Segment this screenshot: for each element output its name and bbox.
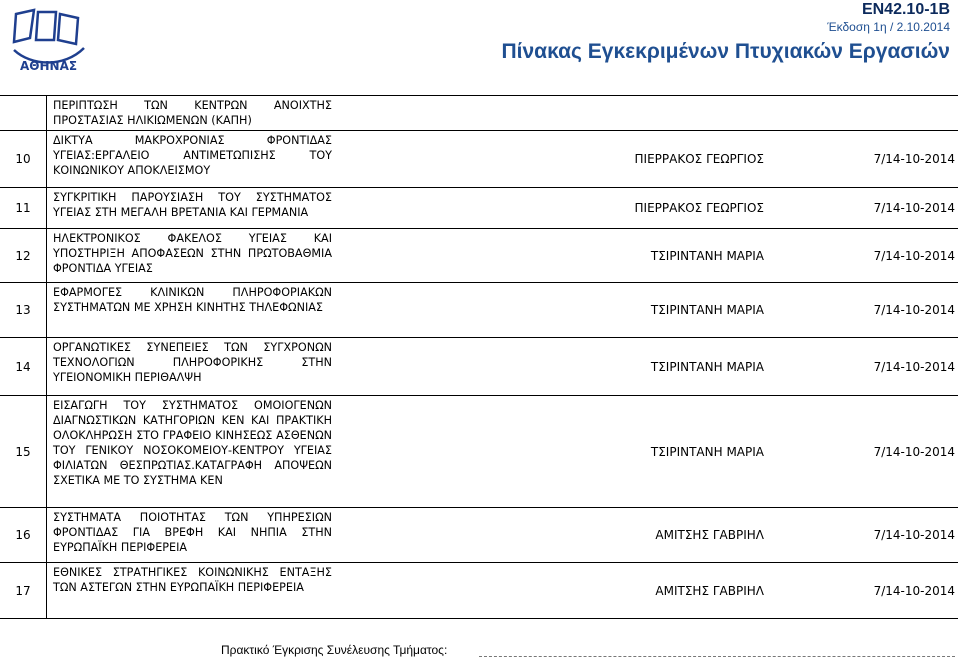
- row-number: 11: [0, 188, 47, 228]
- thesis-title: ΟΡΓΑΝΩΤΙΚΕΣ ΣΥΝΕΠΕΙΕΣ ΤΩΝ ΣΥΓΧΡΟΝΩΝ ΤΕΧΝΟΛΟΓΙΩΝ ΠΛΗΡΟΦΟΡΙΚΗΣ ΣΤΗΝ ΥΓΕΙΟΝΟΜΙΚΗ ΠΕΡΙΘΑΛΨΗ: [53, 341, 332, 384]
- row-number: 12: [0, 229, 47, 282]
- table-row: [0, 131, 958, 188]
- thesis-title: ΣΥΓΚΡΙΤΙΚΗ ΠΑΡΟΥΣΙΑΣΗ ΤΟΥ ΣΥΣΤΗΜΑΤΟΣ ΥΓΕΙΑΣ ΣΤΗ ΜΕΓΑΛΗ ΒΡΕΤΑΝΙΑ ΚΑΙ ΓΕΡΜΑΝΙΑ: [53, 191, 332, 219]
- approval-date: 7/14-10-2014: [873, 248, 955, 263]
- row-number: 13: [0, 283, 47, 337]
- row-number: [0, 96, 47, 130]
- supervisor-name: ΑΜΙΤΣΗΣ ΓΑΒΡΙΗΛ: [655, 583, 764, 598]
- document-edition: Έκδοση 1η / 2.10.2014: [827, 20, 950, 34]
- document-title: Πίνακας Εγκεκριμένων Πτυχιακών Εργασιών: [501, 40, 950, 63]
- approval-date: 7/14-10-2014: [873, 303, 955, 317]
- thesis-title: ΗΛΕΚΤΡΟΝΙΚΟΣ ΦΑΚΕΛΟΣ ΥΓΕΙΑΣ ΚΑΙ ΥΠΟΣΤΗΡΙΞΗ ΑΠΟΦΑΣΕΩΝ ΣΤΗΝ ΠΡΩΤΟΒΑΘΜΙΑ ΦΡΟΝΤΙΔΑ ΥΓΕΙΑΣ: [53, 232, 332, 275]
- supervisor-name: ΤΣΙΡΙΝΤΑΝΗ ΜΑΡΙΑ: [650, 248, 764, 263]
- svg-text:ΑΘΗΝΑΣ: ΑΘΗΝΑΣ: [20, 59, 78, 73]
- thesis-title: ΕΙΣΑΓΩΓΗ ΤΟΥ ΣΥΣΤΗΜΑΤΟΣ ΟΜΟΙΟΓΕΝΩΝ ΔΙΑΓΝΩΣΤΙΚΩΝ ΚΑΤΗΓΟΡΙΩΝ ΚΕΝ ΚΑΙ ΠΡΑΚΤΙΚΗ ΟΛΟΚΛΗΡΩΣΗ ΣΤΟ ΓΡΑΦΕΙΟ ΚΙΝΗΣΕΩΣ ΑΣΘΕΝΩΝ ΤΟΥ ΓΕΝΙΚΟΥ ΝΟΣΟΚΟΜΕΙΟΥ-ΚΕΝΤΡΟΥ ΥΓΕΙΑΣ ΦΙΛΙΑΤΩΝ ΘΕΣΠΡΩΤΙΑΣ.ΚΑΤΑΓΡΑΦΗ ΑΠΟΨΕΩΝ ΣΧΕΤΙΚΑ ΜΕ ΤΟ ΣΥΣΤΗΜΑ ΚΕΝ: [53, 399, 332, 487]
- table-row: [0, 229, 958, 283]
- table-row: [0, 283, 958, 338]
- supervisor-name: ΤΣΙΡΙΝΤΑΝΗ ΜΑΡΙΑ: [650, 303, 764, 317]
- approval-date: 7/14-10-2014: [873, 359, 955, 374]
- supervisor-name: [336, 96, 784, 130]
- supervisor-name: ΠΙΕΡΡΑΚΟΣ ΓΕΩΡΓΙΟΣ: [634, 201, 764, 215]
- document-code: ΕΝ42.10-1Β: [861, 1, 950, 18]
- approval-minutes-label: Πρακτικό Έγκρισης Συνέλευσης Τμήματος:: [221, 643, 448, 657]
- table-row: [0, 338, 958, 396]
- approval-date: 7/14-10-2014: [873, 201, 955, 215]
- thesis-title: ΕΦΑΡΜΟΓΕΣ ΚΛΙΝΙΚΩΝ ΠΛΗΡΟΦΟΡΙΑΚΩΝ ΣΥΣΤΗΜΑΤΩΝ ΜΕ ΧΡΗΣΗ ΚΙΝΗΤΗΣ ΤΗΛΕΦΩΝΙΑΣ: [53, 286, 332, 314]
- row-number: 10: [0, 131, 47, 187]
- institution-logo: [6, 4, 90, 74]
- row-number: 14: [0, 338, 47, 395]
- thesis-title: ΠΕΡΙΠΤΩΣΗ ΤΩΝ ΚΕΝΤΡΩΝ ΑΝΟΙΧΤΗΣ ΠΡΟΣΤΑΣΙΑΣ ΗΛΙΚΙΩΜΕΝΩΝ (ΚΑΠΗ): [53, 99, 332, 127]
- table-row: [0, 188, 958, 229]
- row-number: 15: [0, 396, 47, 507]
- thesis-title: ΕΘΝΙΚΕΣ ΣΤΡΑΤΗΓΙΚΕΣ ΚΟΙΝΩΝΙΚΗΣ ΕΝΤΑΞΗΣ ΤΩΝ ΑΣΤΕΓΩΝ ΣΤΗΝ ΕΥΡΩΠΑΪΚΗ ΠΕΡΙΦΕΡΕΙΑ: [53, 566, 332, 594]
- approval-date: 7/14-10-2014: [873, 528, 955, 542]
- thesis-title: ΣΥΣΤΗΜΑΤΑ ΠΟΙΟΤΗΤΑΣ ΤΩΝ ΥΠΗΡΕΣΙΩΝ ΦΡΟΝΤΙΔΑΣ ΓΙΑ ΒΡΕΦΗ ΚΑΙ ΝΗΠΙΑ ΣΤΗΝ ΕΥΡΩΠΑΪΚΗ ΠΕΡΙΦΕΡΕΙΑ: [53, 511, 332, 554]
- supervisor-name: ΠΙΕΡΡΑΚΟΣ ΓΕΩΡΓΙΟΣ: [634, 152, 764, 166]
- table-row: [0, 508, 958, 563]
- thesis-title: ΔΙΚΤΥΑ ΜΑΚΡΟΧΡΟΝΙΑΣ ΦΡΟΝΤΙΔΑΣ ΥΓΕΙΑΣ:ΕΡΓΑΛΕΙΟ ΑΝΤΙΜΕΤΩΠΙΣΗΣ ΤΟΥ ΚΟΙΝΩΝΙΚΟΥ ΑΠΟΚΛΕΙΣΜΟΥ: [53, 134, 332, 177]
- supervisor-name: ΤΣΙΡΙΝΤΑΝΗ ΜΑΡΙΑ: [650, 444, 764, 459]
- row-number: 17: [0, 563, 47, 618]
- approval-date: 7/14-10-2014: [873, 583, 955, 598]
- supervisor-name: ΑΜΙΤΣΗΣ ΓΑΒΡΙΗΛ: [655, 528, 764, 542]
- approval-date: 7/14-10-2014: [873, 152, 955, 166]
- signature-line: [479, 656, 955, 657]
- table-row: [0, 396, 958, 508]
- approval-date: [784, 96, 958, 130]
- table-row: [0, 563, 958, 618]
- row-number: 16: [0, 508, 47, 562]
- approval-date: 7/14-10-2014: [873, 444, 955, 459]
- supervisor-name: ΤΣΙΡΙΝΤΑΝΗ ΜΑΡΙΑ: [650, 359, 764, 374]
- approved-theses-table: [0, 95, 958, 619]
- table-row: [0, 96, 958, 131]
